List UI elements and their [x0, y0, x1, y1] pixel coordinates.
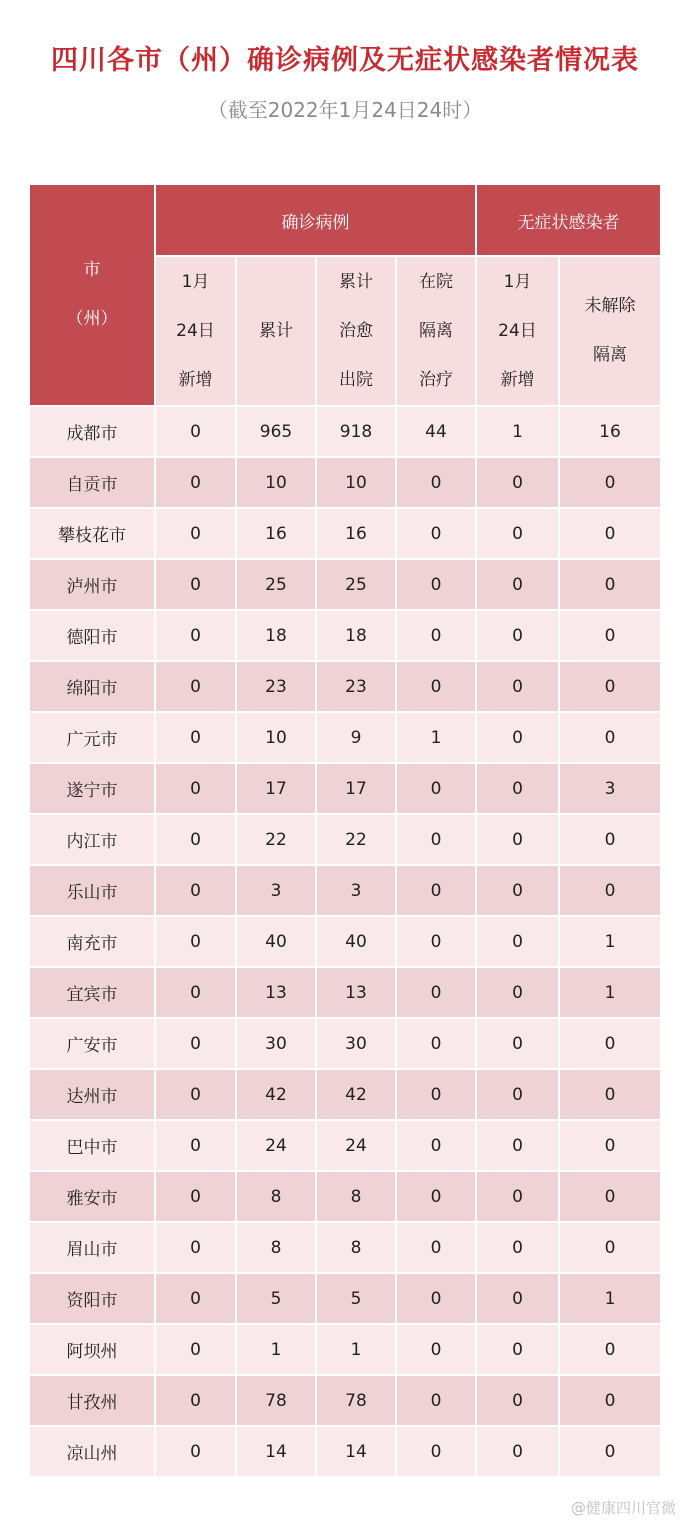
- value-cell: 0: [477, 1121, 558, 1170]
- value-cell: 0: [397, 1427, 475, 1476]
- value-cell: 10: [237, 713, 315, 762]
- value-cell: 0: [477, 815, 558, 864]
- city-column-header: [30, 185, 154, 405]
- col-asymptomatic-new: 1月 24日 新增: [477, 257, 558, 405]
- value-cell: 1: [560, 917, 660, 966]
- value-cell: 0: [477, 509, 558, 558]
- city-cell: 南充市: [30, 917, 154, 966]
- value-cell: 0: [397, 1325, 475, 1374]
- col-cured-total: 累计 治愈 出院: [317, 257, 395, 405]
- value-cell: 0: [477, 1325, 558, 1374]
- value-cell: 0: [397, 662, 475, 711]
- value-cell: 18: [317, 611, 395, 660]
- table-row: [30, 866, 660, 915]
- value-cell: 8: [237, 1172, 315, 1221]
- value-cell: 0: [477, 560, 558, 609]
- value-cell: 0: [397, 917, 475, 966]
- value-cell: 8: [317, 1172, 395, 1221]
- table-row: [30, 1223, 660, 1272]
- value-cell: 5: [237, 1274, 315, 1323]
- value-cell: 9: [317, 713, 395, 762]
- city-cell: 雅安市: [30, 1172, 154, 1221]
- value-cell: 0: [560, 611, 660, 660]
- value-cell: 0: [560, 1121, 660, 1170]
- city-cell: 巴中市: [30, 1121, 154, 1170]
- table-row: [30, 917, 660, 966]
- value-cell: 0: [156, 1019, 235, 1068]
- table-row: [30, 1376, 660, 1425]
- city-cell: 成都市: [30, 407, 154, 456]
- city-cell: 德阳市: [30, 611, 154, 660]
- value-cell: 25: [317, 560, 395, 609]
- city-cell: 乐山市: [30, 866, 154, 915]
- value-cell: 78: [237, 1376, 315, 1425]
- value-cell: 0: [397, 560, 475, 609]
- city-cell: 遂宁市: [30, 764, 154, 813]
- value-cell: 0: [397, 968, 475, 1017]
- watermark: @健康四川官微: [570, 1499, 676, 1517]
- value-cell: 0: [477, 917, 558, 966]
- value-cell: 0: [560, 560, 660, 609]
- city-cell: 广元市: [30, 713, 154, 762]
- table-row: [30, 1121, 660, 1170]
- value-cell: 22: [237, 815, 315, 864]
- value-cell: 40: [317, 917, 395, 966]
- table-row: [30, 1172, 660, 1221]
- value-cell: 0: [477, 1274, 558, 1323]
- page-title: 四川各市（州）确诊病例及无症状感染者情况表: [51, 45, 639, 76]
- value-cell: 3: [317, 866, 395, 915]
- value-cell: 0: [477, 662, 558, 711]
- table-row: [30, 611, 660, 660]
- value-cell: 0: [156, 458, 235, 507]
- col-asymptomatic-isolated: 未解除 隔离: [560, 257, 660, 405]
- value-cell: 1: [560, 968, 660, 1017]
- value-cell: 16: [237, 509, 315, 558]
- value-cell: 0: [477, 611, 558, 660]
- value-cell: 14: [317, 1427, 395, 1476]
- value-cell: 0: [397, 1019, 475, 1068]
- value-cell: 30: [317, 1019, 395, 1068]
- value-cell: 0: [477, 1172, 558, 1221]
- value-cell: 0: [560, 866, 660, 915]
- value-cell: 0: [560, 1427, 660, 1476]
- value-cell: 42: [237, 1070, 315, 1119]
- table-row: [30, 1070, 660, 1119]
- value-cell: 0: [397, 458, 475, 507]
- value-cell: 22: [317, 815, 395, 864]
- value-cell: 0: [156, 509, 235, 558]
- value-cell: 1: [560, 1274, 660, 1323]
- city-cell: 泸州市: [30, 560, 154, 609]
- col-in-hospital: 在院 隔离 治疗: [397, 257, 475, 405]
- value-cell: 0: [477, 968, 558, 1017]
- value-cell: 0: [560, 509, 660, 558]
- value-cell: 0: [156, 560, 235, 609]
- value-cell: 42: [317, 1070, 395, 1119]
- value-cell: 0: [156, 1070, 235, 1119]
- value-cell: 0: [156, 815, 235, 864]
- value-cell: 965: [237, 407, 315, 456]
- value-cell: 0: [560, 815, 660, 864]
- value-cell: 0: [397, 1070, 475, 1119]
- value-cell: 0: [156, 1121, 235, 1170]
- value-cell: 0: [560, 1070, 660, 1119]
- value-cell: 0: [156, 917, 235, 966]
- table-row: [30, 968, 660, 1017]
- city-cell: 攀枝花市: [30, 509, 154, 558]
- value-cell: 5: [317, 1274, 395, 1323]
- col-confirmed-new: 1月 24日 新增: [156, 257, 235, 405]
- city-cell: 绵阳市: [30, 662, 154, 711]
- value-cell: 8: [317, 1223, 395, 1272]
- value-cell: 13: [237, 968, 315, 1017]
- value-cell: 13: [317, 968, 395, 1017]
- value-cell: 18: [237, 611, 315, 660]
- value-cell: 10: [317, 458, 395, 507]
- city-cell: 自贡市: [30, 458, 154, 507]
- value-cell: 23: [317, 662, 395, 711]
- table-row: [30, 815, 660, 864]
- value-cell: 16: [560, 407, 660, 456]
- stats-table: [28, 183, 662, 1478]
- value-cell: 0: [477, 458, 558, 507]
- value-cell: 0: [477, 1223, 558, 1272]
- city-header-line1: 市: [83, 260, 101, 280]
- value-cell: 17: [237, 764, 315, 813]
- value-cell: 0: [156, 1172, 235, 1221]
- value-cell: 0: [156, 662, 235, 711]
- city-cell: 资阳市: [30, 1274, 154, 1323]
- value-cell: 40: [237, 917, 315, 966]
- value-cell: 0: [560, 1376, 660, 1425]
- city-cell: 广安市: [30, 1019, 154, 1068]
- page-subtitle: （截至2022年1月24日24时）: [207, 98, 483, 122]
- value-cell: 0: [397, 866, 475, 915]
- value-cell: 0: [156, 968, 235, 1017]
- value-cell: 0: [397, 1223, 475, 1272]
- value-cell: 23: [237, 662, 315, 711]
- value-cell: 25: [237, 560, 315, 609]
- value-cell: 3: [237, 866, 315, 915]
- value-cell: 1: [237, 1325, 315, 1374]
- value-cell: 24: [237, 1121, 315, 1170]
- value-cell: 0: [156, 1325, 235, 1374]
- value-cell: 0: [397, 1376, 475, 1425]
- value-cell: 918: [317, 407, 395, 456]
- value-cell: 0: [397, 611, 475, 660]
- value-cell: 17: [317, 764, 395, 813]
- value-cell: 0: [156, 611, 235, 660]
- value-cell: 44: [397, 407, 475, 456]
- value-cell: 0: [156, 1223, 235, 1272]
- city-cell: 凉山州: [30, 1427, 154, 1476]
- value-cell: 0: [477, 1376, 558, 1425]
- city-cell: 宜宾市: [30, 968, 154, 1017]
- value-cell: 0: [397, 1172, 475, 1221]
- value-cell: 0: [156, 1376, 235, 1425]
- table-row: [30, 1325, 660, 1374]
- value-cell: 14: [237, 1427, 315, 1476]
- value-cell: 0: [397, 815, 475, 864]
- value-cell: 1: [477, 407, 558, 456]
- value-cell: 0: [477, 1070, 558, 1119]
- value-cell: 0: [560, 458, 660, 507]
- value-cell: 0: [560, 1019, 660, 1068]
- value-cell: 0: [560, 1223, 660, 1272]
- table-row: [30, 1019, 660, 1068]
- table-row: [30, 1274, 660, 1323]
- value-cell: 8: [237, 1223, 315, 1272]
- city-cell: 达州市: [30, 1070, 154, 1119]
- asymptomatic-group-header: 无症状感染者: [477, 185, 660, 255]
- value-cell: 0: [477, 1427, 558, 1476]
- value-cell: 0: [156, 1274, 235, 1323]
- value-cell: 0: [477, 764, 558, 813]
- value-cell: 0: [560, 1325, 660, 1374]
- value-cell: 0: [477, 713, 558, 762]
- value-cell: 0: [156, 1427, 235, 1476]
- confirmed-group-header: 确诊病例: [156, 185, 475, 255]
- value-cell: 0: [156, 407, 235, 456]
- city-cell: 甘孜州: [30, 1376, 154, 1425]
- value-cell: 78: [317, 1376, 395, 1425]
- value-cell: 0: [156, 866, 235, 915]
- table-row: [30, 407, 660, 456]
- value-cell: 10: [237, 458, 315, 507]
- value-cell: 3: [560, 764, 660, 813]
- value-cell: 0: [560, 713, 660, 762]
- table-row: [30, 560, 660, 609]
- value-cell: 0: [156, 764, 235, 813]
- value-cell: 0: [397, 1274, 475, 1323]
- value-cell: 1: [317, 1325, 395, 1374]
- value-cell: 30: [237, 1019, 315, 1068]
- city-header-line2: （州）: [66, 309, 118, 329]
- value-cell: 0: [477, 866, 558, 915]
- table-row: [30, 662, 660, 711]
- value-cell: 24: [317, 1121, 395, 1170]
- table-row: [30, 1427, 660, 1476]
- value-cell: 0: [397, 509, 475, 558]
- value-cell: 0: [156, 713, 235, 762]
- col-confirmed-total: 累计: [237, 257, 315, 405]
- table-row: [30, 458, 660, 507]
- city-cell: 内江市: [30, 815, 154, 864]
- city-cell: 眉山市: [30, 1223, 154, 1272]
- table-body: [30, 407, 660, 1476]
- value-cell: 0: [397, 1121, 475, 1170]
- table-row: [30, 713, 660, 762]
- value-cell: 0: [560, 1172, 660, 1221]
- city-cell: 阿坝州: [30, 1325, 154, 1374]
- value-cell: 1: [397, 713, 475, 762]
- value-cell: 0: [397, 764, 475, 813]
- table-row: [30, 509, 660, 558]
- table-row: [30, 764, 660, 813]
- value-cell: 16: [317, 509, 395, 558]
- value-cell: 0: [477, 1019, 558, 1068]
- value-cell: 0: [560, 662, 660, 711]
